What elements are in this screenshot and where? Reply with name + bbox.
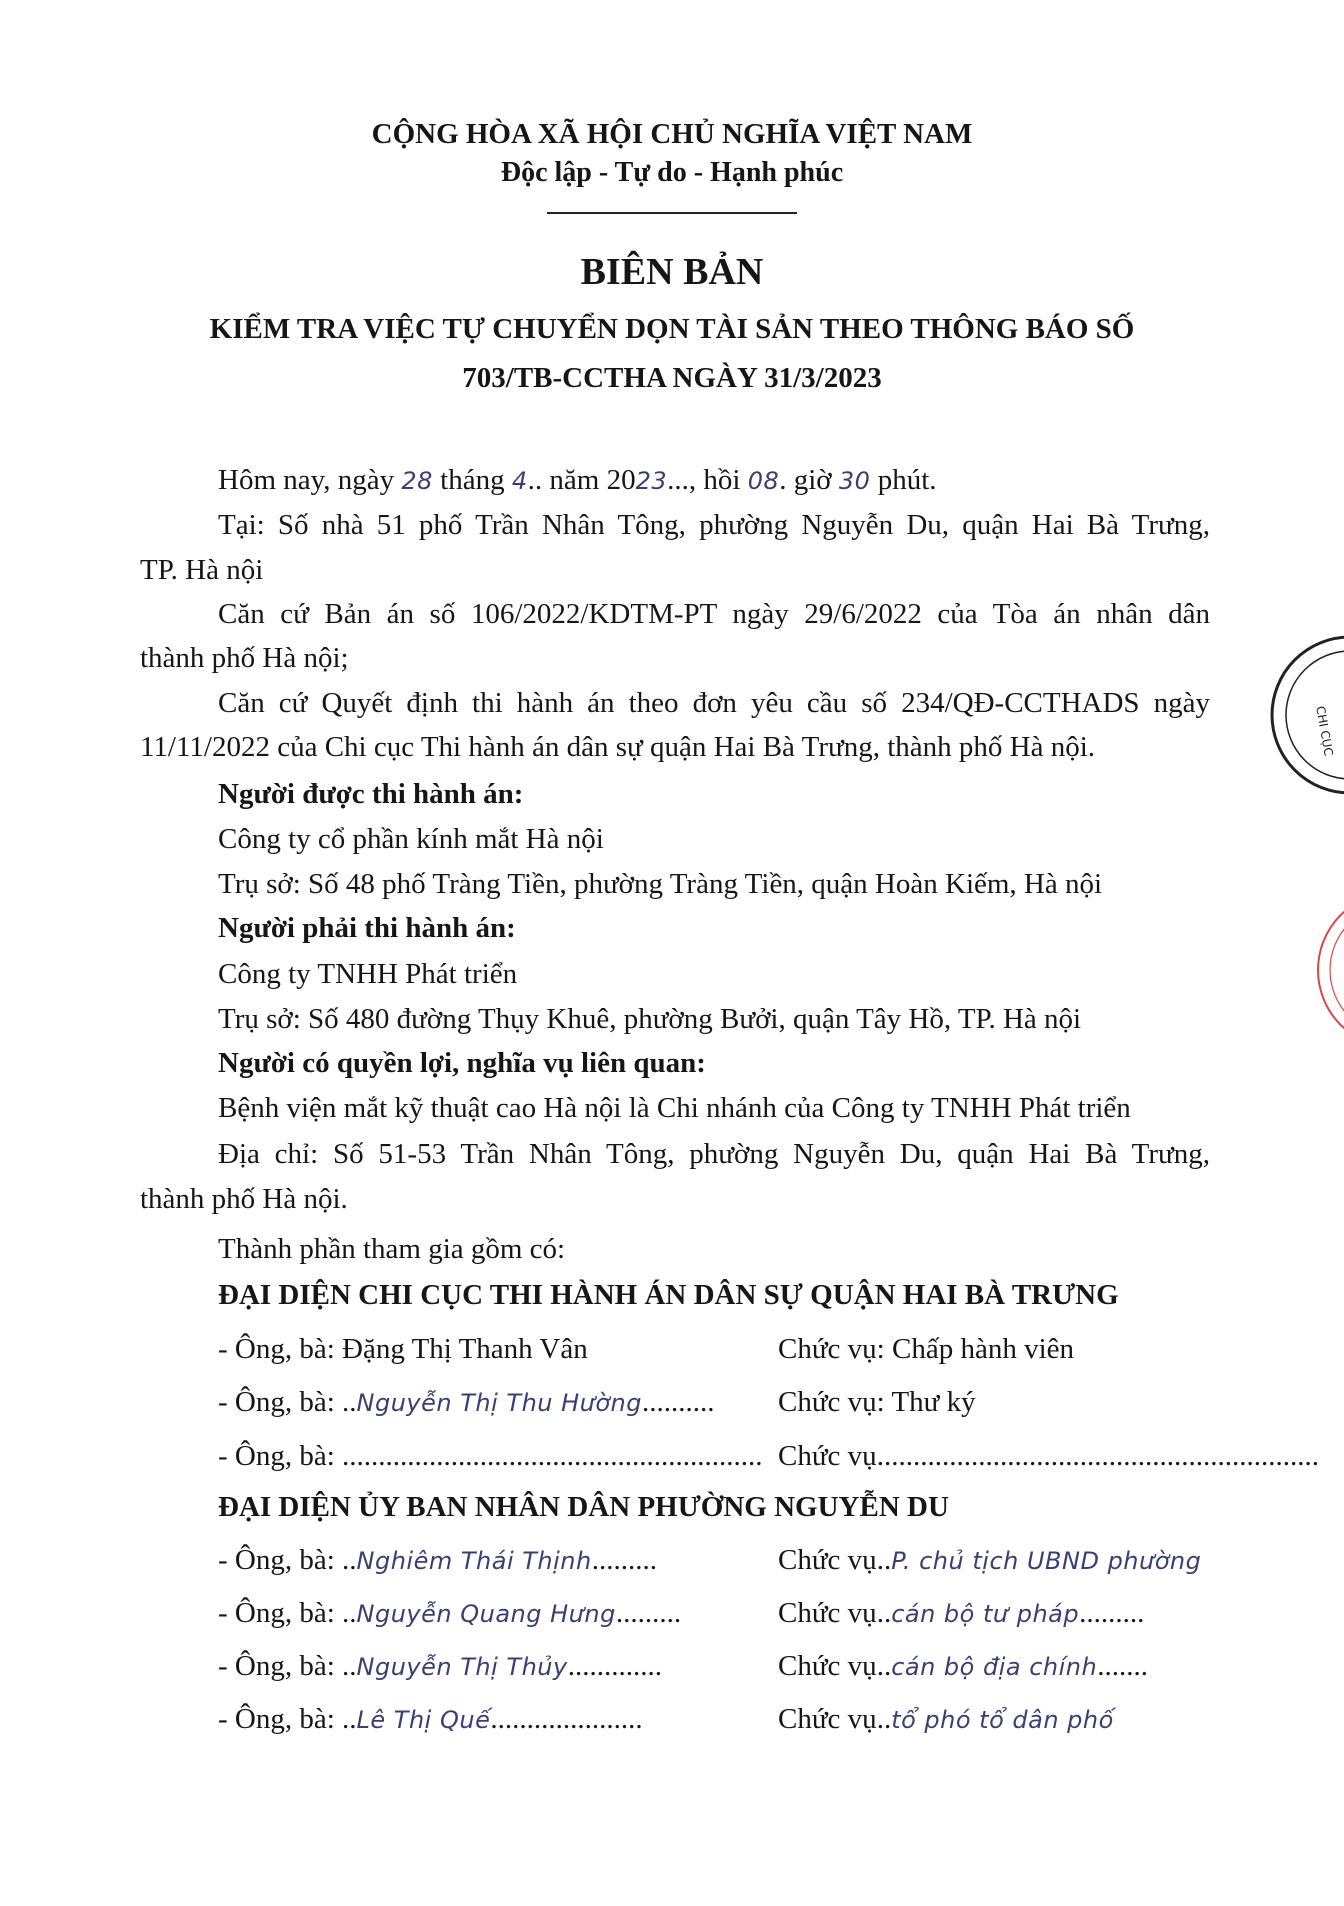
handwritten-role: tổ phó tổ dân phố [891,1706,1114,1734]
handwritten-name: Nghiêm Thái Thịnh [356,1547,592,1575]
role-label: Chức vụ [778,1597,877,1629]
hour-label: ..., hồi [667,464,748,496]
group2-row1: - Ông, bà: ..Nghiêm Thái Thịnh......... [218,1544,657,1576]
handwritten-year: 23 [635,467,668,495]
seal-stamp-black [1270,630,1344,800]
seal-stamp-red [1316,890,1344,1050]
date-label-prefix: Hôm nay, ngày [218,464,402,496]
role-label: Chức vụ [778,1440,877,1472]
group1-row3: - Ông, bà: .......................................................... [218,1440,763,1472]
stamp-text: CHI CỤC [1313,705,1336,757]
year-label: .. năm 20 [527,464,636,496]
group1-row1-name: - Ông, bà: Đặng Thị Thanh Vân [218,1333,588,1365]
person-label: - Ông, bà: [218,1597,343,1629]
location-line1: Tại: Số nhà 51 phố Trần Nhân Tông, phường Nguyễn Du, quận Hai Bà Trưng, [218,509,1210,541]
basis-decision-line2: 11/11/2022 của Chi cục Thi hành án dân sự quận Hai Bà Trưng, thành phố Hà nội. [140,731,1096,763]
location-line2: TP. Hà nội [140,554,264,586]
group1-row2-role: Chức vụ: Thư ký [778,1386,976,1418]
handwritten-role: cán bộ địa chính [891,1653,1098,1681]
role-label: Chức vụ [778,1544,877,1576]
person-label: - Ông, bà: [218,1703,343,1735]
related-party-name: Bệnh viện mắt kỹ thuật cao Hà nội là Chi nhánh của Công ty TNHH Phát triển [218,1092,1131,1124]
date-time-line [218,462,937,499]
person-label: - Ông, bà: [218,1650,343,1682]
handwritten-hour: 08 [747,467,780,495]
group1-row3-role: Chức vụ............................................................. [778,1440,1319,1472]
document-subtitle-line2: 703/TB-CCTHA NGÀY 31/3/2023 [462,362,882,394]
group1-heading: ĐẠI DIỆN CHI CỤC THI HÀNH ÁN DÂN SỰ QUẬN HAI BÀ TRƯNG [218,1279,1119,1311]
handwritten-name: Nguyễn Thị Thu Hường [356,1389,643,1417]
beneficiary-heading: Người được thi hành án: [218,778,524,810]
handwritten-month: 4 [511,467,528,495]
group2-row4-role: Chức vụ..tổ phó tổ dân phố [778,1703,1114,1735]
related-party-address-line2: thành phố Hà nội. [140,1183,348,1215]
header-divider [547,212,797,214]
handwritten-name: Nguyễn Thị Thủy [356,1653,568,1681]
time-suffix: phút. [870,464,937,496]
related-party-address-line1: Địa chỉ: Số 51-53 Trần Nhân Tông, phường Nguyễn Du, quận Hai Bà Trưng, [218,1138,1210,1170]
person-label: - Ông, bà: [218,1544,343,1576]
group2-row3: - Ông, bà: ..Nguyễn Thị Thủy............. [218,1650,662,1682]
beneficiary-name: Công ty cổ phần kính mắt Hà nội [218,823,604,855]
obligor-name: Công ty TNHH Phát triển [218,958,518,990]
obligor-heading: Người phải thi hành án: [218,912,516,944]
person-label: - Ông, bà: [218,1440,343,1472]
month-label: tháng [432,464,512,496]
handwritten-role: cán bộ tư pháp [891,1600,1080,1628]
basis-judgment-line2: thành phố Hà nội; [140,642,349,674]
basis-decision-line1: Căn cứ Quyết định thi hành án theo đơn yêu cầu số 234/QĐ-CCTHADS ngày [218,687,1210,719]
handwritten-role: P. chủ tịch UBND phường [891,1547,1202,1575]
group2-row2-role: Chức vụ..cán bộ tư pháp......... [778,1597,1145,1629]
handwritten-name: Lê Thị Quế [356,1706,491,1734]
person-label: - Ông, bà: [218,1386,343,1418]
group2-row1-role: Chức vụ..P. chủ tịch UBND phường [778,1544,1202,1576]
participants-intro: Thành phần tham gia gồm có: [218,1233,566,1265]
group2-row2: - Ông, bà: ..Nguyễn Quang Hưng......... [218,1597,682,1629]
national-title: CỘNG HÒA XÃ HỘI CHỦ NGHĨA VIỆT NAM [371,118,973,150]
handwritten-day: 28 [401,467,433,495]
group1-row1-role: Chức vụ: Chấp hành viên [778,1333,1075,1365]
basis-judgment-line1: Căn cứ Bản án số 106/2022/KDTM-PT ngày 29/6/2022 của Tòa án nhân dân [218,598,1210,630]
national-motto: Độc lập - Tự do - Hạnh phúc [500,157,844,188]
group1-row2: - Ông, bà: ..Nguyễn Thị Thu Hường.......... [218,1386,715,1418]
document-subtitle-line1: KIỂM TRA VIỆC TỰ CHUYỂN DỌN TÀI SẢN THEO THÔNG BÁO SỐ [209,313,1135,345]
related-party-heading: Người có quyền lợi, nghĩa vụ liên quan: [218,1047,706,1079]
group2-row4: - Ông, bà: ..Lê Thị Quế..................... [218,1703,643,1735]
handwritten-minute: 30 [838,467,871,495]
group2-row3-role: Chức vụ..cán bộ địa chính....... [778,1650,1148,1682]
handwritten-name: Nguyễn Quang Hưng [356,1600,616,1628]
role-label: Chức vụ [778,1650,877,1682]
obligor-address: Trụ sở: Số 480 đường Thụy Khuê, phường Bưởi, quận Tây Hồ, TP. Hà nội [218,1003,1082,1035]
group2-heading: ĐẠI DIỆN ỦY BAN NHÂN DÂN PHƯỜNG NGUYỄN DU [218,1491,949,1523]
beneficiary-address: Trụ sở: Số 48 phố Tràng Tiền, phường Tràng Tiền, quận Hoàn Kiếm, Hà nội [218,868,1103,900]
minute-label: . giờ [779,464,839,496]
role-label: Chức vụ [778,1703,877,1735]
document-title: BIÊN BẢN [580,251,764,293]
